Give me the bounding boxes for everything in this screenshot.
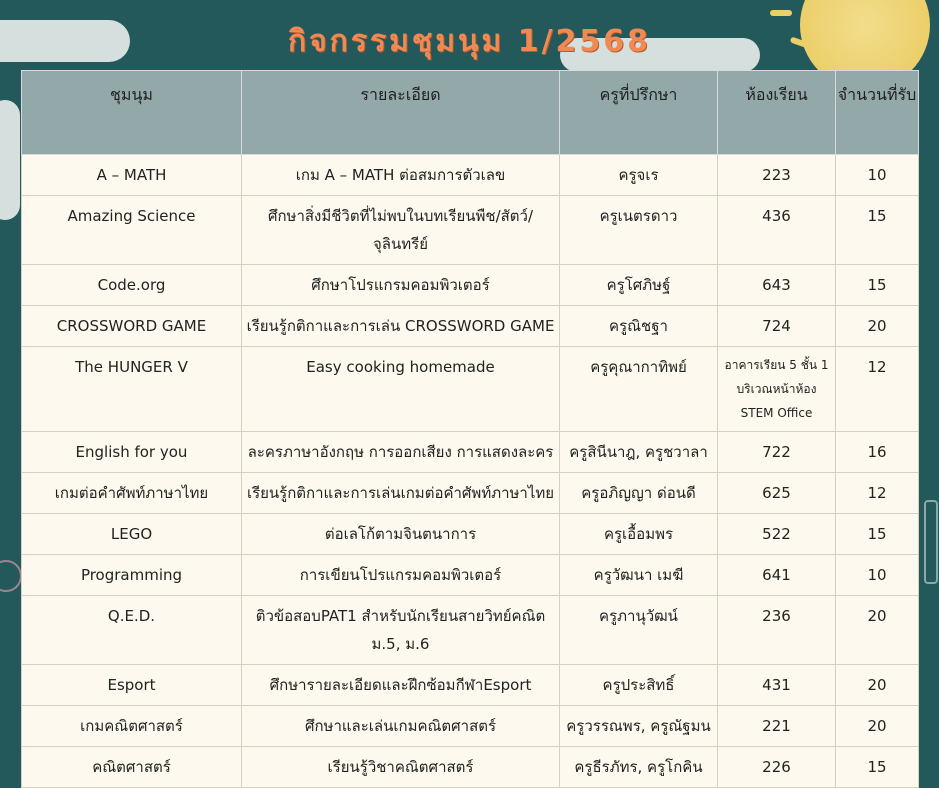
cell-detail: ศึกษาโปรแกรมคอมพิวเตอร์ — [242, 265, 560, 306]
table-row — [22, 432, 919, 473]
table-row — [22, 196, 919, 265]
cell-club: Q.E.D. — [22, 596, 242, 665]
cell-detail: เรียนรู้วิชาคณิตศาสตร์ — [242, 747, 560, 788]
header-detail: รายละเอียด — [242, 71, 560, 155]
cloud-decoration — [0, 100, 20, 220]
cell-capacity: 15 — [836, 514, 919, 555]
cell-room: 722 — [718, 432, 836, 473]
cell-club: Programming — [22, 555, 242, 596]
table-row — [22, 306, 919, 347]
cell-club: เกมต่อคำศัพท์ภาษาไทย — [22, 473, 242, 514]
cell-advisor: ครูอภิญญา ด่อนดี — [560, 473, 718, 514]
cell-club: English for you — [22, 432, 242, 473]
cell-detail: ศึกษารายละเอียดและฝึกซ้อมกีฬาEsport — [242, 665, 560, 706]
cell-advisor: ครูธีรภัทร, ครูโกคิน — [560, 747, 718, 788]
table-row — [22, 555, 919, 596]
header-room: ห้องเรียน — [718, 71, 836, 155]
cell-room: 223 — [718, 155, 836, 196]
leaf-doodle — [924, 500, 938, 584]
header-capacity: จำนวนที่รับ — [836, 71, 919, 155]
cell-detail: เกม A – MATH ต่อสมการตัวเลข — [242, 155, 560, 196]
cell-capacity: 10 — [836, 155, 919, 196]
cell-capacity: 12 — [836, 473, 919, 514]
cell-capacity: 15 — [836, 196, 919, 265]
cell-advisor: ครูเอื้อมพร — [560, 514, 718, 555]
cell-detail: การเขียนโปรแกรมคอมพิวเตอร์ — [242, 555, 560, 596]
cell-advisor: ครูคุณากาทิพย์ — [560, 347, 718, 432]
cell-room: 431 — [718, 665, 836, 706]
cell-room: 625 — [718, 473, 836, 514]
cell-capacity: 20 — [836, 306, 919, 347]
cell-detail: ต่อเลโก้ตามจินตนาการ — [242, 514, 560, 555]
cell-club: Esport — [22, 665, 242, 706]
cell-advisor: ครูประสิทธิ์ — [560, 665, 718, 706]
table-row — [22, 155, 919, 196]
table-row — [22, 706, 919, 747]
cell-room: 643 — [718, 265, 836, 306]
table-row — [22, 514, 919, 555]
cell-room: อาคารเรียน 5 ชั้น 1 บริเวณหน้าห้อง STEM Office — [718, 347, 836, 432]
cell-advisor: ครูสินีนาฎ, ครูชวาลา — [560, 432, 718, 473]
cell-detail: ละครภาษาอังกฤษ การออกเสียง การแสดงละคร — [242, 432, 560, 473]
cell-detail: ศึกษาและเล่นเกมคณิตศาสตร์ — [242, 706, 560, 747]
cell-detail: เรียนรู้กติกาและการเล่นเกมต่อคำศัพท์ภาษาไทย — [242, 473, 560, 514]
cell-advisor: ครูจเร — [560, 155, 718, 196]
cell-detail: เรียนรู้กติกาและการเล่น CROSSWORD GAME — [242, 306, 560, 347]
cell-capacity: 10 — [836, 555, 919, 596]
cell-club: Code.org — [22, 265, 242, 306]
header-club: ชุมนุม — [22, 71, 242, 155]
table-row — [22, 347, 919, 432]
cell-room: 641 — [718, 555, 836, 596]
cell-club: Amazing Science — [22, 196, 242, 265]
cell-advisor: ครูวัฒนา เมฆี — [560, 555, 718, 596]
flower-doodle — [0, 560, 22, 592]
cell-club: The HUNGER V — [22, 347, 242, 432]
club-table — [21, 70, 919, 788]
table-row — [22, 665, 919, 706]
cell-detail: Easy cooking homemade — [242, 347, 560, 432]
cell-room: 522 — [718, 514, 836, 555]
cell-detail: ติวข้อสอบPAT1 สำหรับนักเรียนสายวิทย์คณิต ม.5, ม.6 — [242, 596, 560, 665]
table-row — [22, 473, 919, 514]
table-row — [22, 747, 919, 788]
cell-room: 724 — [718, 306, 836, 347]
cell-advisor: ครูโศภิษฐ์ — [560, 265, 718, 306]
cell-room: 436 — [718, 196, 836, 265]
table-row — [22, 265, 919, 306]
cell-club: คณิตศาสตร์ — [22, 747, 242, 788]
cell-capacity: 20 — [836, 706, 919, 747]
cell-advisor: ครูภานุวัฒน์ — [560, 596, 718, 665]
cell-club: A – MATH — [22, 155, 242, 196]
cell-detail: ศึกษาสิ่งมีชีวิตที่ไม่พบในบทเรียนพืช/สัตว์/จุลินทรีย์ — [242, 196, 560, 265]
cell-club: CROSSWORD GAME — [22, 306, 242, 347]
header-advisor: ครูที่ปรึกษา — [560, 71, 718, 155]
page-title: กิจกรรมชุมนุม 1/2568 — [287, 24, 652, 59]
cell-advisor: ครูวรรณพร, ครูณัฐมน — [560, 706, 718, 747]
cell-capacity: 15 — [836, 265, 919, 306]
cell-capacity: 12 — [836, 347, 919, 432]
cell-room: 236 — [718, 596, 836, 665]
cell-advisor: ครูเนตรดาว — [560, 196, 718, 265]
sun-ray — [770, 10, 792, 16]
cell-capacity: 20 — [836, 596, 919, 665]
cell-club: เกมคณิตศาสตร์ — [22, 706, 242, 747]
cell-capacity: 15 — [836, 747, 919, 788]
table-header-row — [22, 71, 919, 155]
cell-capacity: 16 — [836, 432, 919, 473]
table-row — [22, 596, 919, 665]
cell-room: 221 — [718, 706, 836, 747]
cell-capacity: 20 — [836, 665, 919, 706]
cell-room: 226 — [718, 747, 836, 788]
cell-advisor: ครูณิชฐา — [560, 306, 718, 347]
cell-club: LEGO — [22, 514, 242, 555]
